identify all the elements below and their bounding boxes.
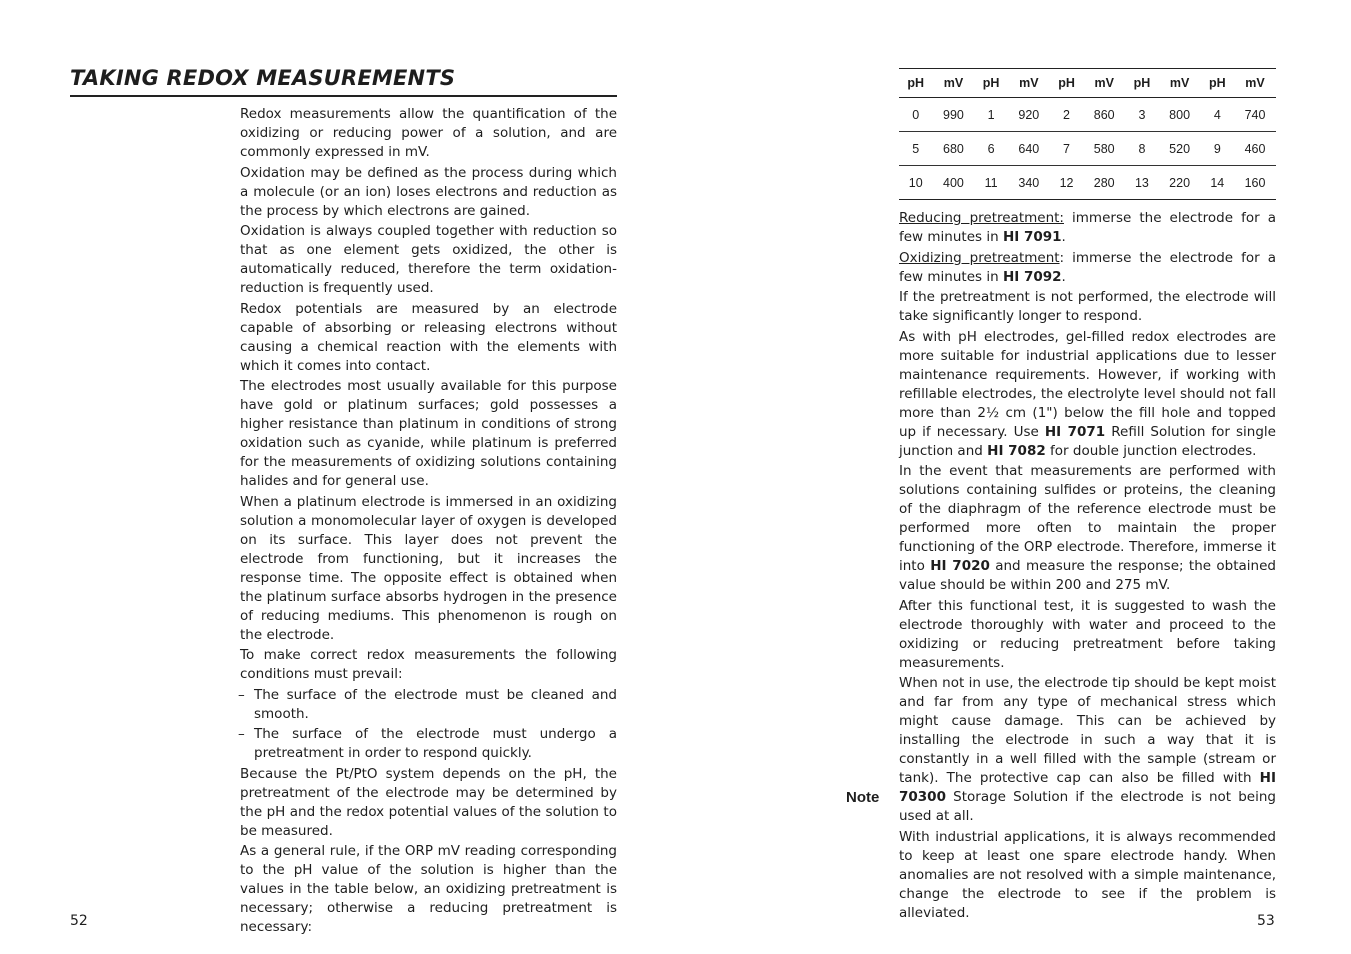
text-run: and measure the response; the obtained value should be within 200 and 275 mV. <box>899 558 1276 593</box>
table-cell: 8 <box>1125 132 1158 166</box>
bullet-item <box>240 686 617 724</box>
table-cell: 580 <box>1083 132 1125 166</box>
paragraph: After this functional test, it is suggested to wash the electrode thoroughly with water and proceed to the oxidizing or reducing pretreatment before taking measurements. <box>899 597 1276 671</box>
table-row <box>899 98 1276 132</box>
paragraph: If the pretreatment is not performed, the electrode will take significantly longer to respond. <box>899 289 1276 324</box>
product-code: HI 7020 <box>930 558 990 574</box>
table-cell: 800 <box>1159 98 1201 132</box>
table-header: pH <box>1201 69 1234 98</box>
oxidizing-label: Oxidizing pretreatment <box>899 249 1060 266</box>
product-code: HI 7071 <box>1044 423 1106 440</box>
table-header: pH <box>1050 69 1083 98</box>
table-cell: 990 <box>932 98 974 132</box>
product-code: HI 70300 <box>899 770 1276 805</box>
text-run: As with pH electrodes, gel-filled redox electrodes are more suitable for industrial applications due to lesser maintenance requirements. However, if working with refillable electrodes, the electrolyte level should not fall more than 2½ cm (1") below the fill hole and topped up if necessary. Use <box>899 328 1276 440</box>
table-cell: 640 <box>1008 132 1050 166</box>
dash-icon: – <box>238 686 245 703</box>
product-code: HI 7091 <box>1002 229 1062 245</box>
table-cell: 13 <box>1125 166 1158 200</box>
table-cell: 160 <box>1234 166 1276 200</box>
text-run: When not in use, the electrode tip should be kept moist and far from any type of mechanical stress which might cause damage. This can be achieved by installing the electrode in such a way that it is constantly in a well filled with the sample (stream or tank). The protective cap can also be filled with <box>899 675 1276 786</box>
reducing-pretreatment-paragraph: Reducing pretreatment: immerse the electrode for a few minutes in HI 7091. <box>899 210 1276 245</box>
table-header: pH <box>1125 69 1158 98</box>
table-cell: 0 <box>899 98 932 132</box>
table-cell: 3 <box>1125 98 1158 132</box>
bullet-text: The surface of the electrode must undergo a pretreatment in order to respond quickly. <box>254 726 617 761</box>
right-column <box>899 209 1276 924</box>
table-cell: 2 <box>1050 98 1083 132</box>
product-code: HI 7082 <box>987 442 1046 459</box>
table-row <box>899 166 1276 200</box>
table-cell: 280 <box>1083 166 1125 200</box>
text-run: Refill Solution for single junction and <box>899 423 1276 459</box>
table-header: mV <box>1159 69 1201 98</box>
table-cell: 340 <box>1008 166 1050 200</box>
table-cell: 14 <box>1201 166 1234 200</box>
product-code: HI 7092 <box>1002 268 1062 285</box>
paragraph: Oxidation may be defined as the process during which a molecule (or an ion) loses electrons and reduction as the process by which electrons are gained. <box>240 164 617 219</box>
text-run: : immerse the electrode for a few minutes in <box>899 249 1276 285</box>
table-cell: 220 <box>1159 166 1201 200</box>
table-cell: 7 <box>1050 132 1083 166</box>
table-cell: 12 <box>1050 166 1083 200</box>
table-cell: 10 <box>899 166 932 200</box>
paragraph: To make correct redox measurements the following conditions must prevail: <box>240 647 617 682</box>
table-cell: 6 <box>974 132 1007 166</box>
dash-icon: – <box>238 726 245 742</box>
page-number-right: 53 <box>1257 913 1275 929</box>
table-cell: 4 <box>1201 98 1234 132</box>
paragraph: Because the Pt/PtO system depends on the pH, the pretreatment of the electrode may be determined by the pH and the redox potential values of the solution to be measured. <box>240 765 617 839</box>
text-run: for double junction electrodes. <box>1045 442 1257 459</box>
table-cell: 680 <box>932 132 974 166</box>
paragraph: The electrodes most usually available for this purpose have gold or platinum surfaces; gold possesses a higher resistance than platinum in conditions of strong oxidation such as cyanide, while platinum is preferred for the measurements of oxidizing solutions containing halides and for general use. <box>240 378 617 489</box>
cleaning-paragraph <box>899 462 1276 595</box>
page-number-left: 52 <box>70 913 88 929</box>
table-cell: 740 <box>1234 98 1276 132</box>
text-run: In the event that measurements are performed with solutions containing sulfides or proteins, the cleaning of the diaphragm of the reference electrode must be performed more often to maintain the proper functioning of the ORP electrode. Therefore, immerse it into <box>899 463 1276 574</box>
table-cell: 860 <box>1083 98 1125 132</box>
paragraph: As a general rule, if the ORP mV reading corresponding to the pH value of the solution is higher than the values in the table below, an oxidizing pretreatment is necessary; otherwise a reducing pretreatment is necessary: <box>240 843 617 935</box>
table-cell: 400 <box>932 166 974 200</box>
table-header: mV <box>1083 69 1125 98</box>
paragraph: When a platinum electrode is immersed in an oxidizing solution a monomolecular layer of oxygen is developed on its surface. This layer does not prevent the electrode from functioning, but it increases the response time. The opposite effect is obtained when the platinum surface absorbs hydrogen in the presence of reducing mediums. This phenomenon is rough on the electrode. <box>240 493 617 643</box>
page-title: TAKING REDOX MEASUREMENTS <box>70 66 456 90</box>
paragraph: Redox potentials are measured by an electrode capable of absorbing or releasing electrons without causing a chemical reaction with the elements with which it comes into contact. <box>240 300 617 374</box>
text-run: immerse the electrode for a few minutes in <box>899 210 1276 245</box>
paragraph: Redox measurements allow the quantification of the oxidizing or reducing power of a solution, and are commonly expressed in mV. <box>240 106 617 160</box>
table-header: mV <box>932 69 974 98</box>
table-header: pH <box>974 69 1007 98</box>
table-cell: 11 <box>974 166 1007 200</box>
table-cell: 920 <box>1008 98 1050 132</box>
table-cell: 5 <box>899 132 932 166</box>
note-label: Note <box>846 789 880 806</box>
oxidizing-pretreatment-paragraph: Oxidizing pretreatment: immerse the electrode for a few minutes in HI 7092. <box>899 249 1276 285</box>
table-cell: 9 <box>1201 132 1234 166</box>
bullet-item <box>240 725 617 763</box>
reducing-label: Reducing pretreatment: <box>899 210 1064 226</box>
paragraph: Oxidation is always coupled together with reduction so that as one element gets oxidized, the other is automatically reduced, therefore the term oxidation-reduction is frequently used. <box>240 223 617 296</box>
table-header: pH <box>899 69 932 98</box>
storage-paragraph <box>899 674 1276 826</box>
bullet-text: The surface of the electrode must be cleaned and smooth. <box>254 686 617 722</box>
ph-mv-table <box>899 68 1276 200</box>
table-cell: 460 <box>1234 132 1276 166</box>
title-rule <box>70 95 617 97</box>
gel-electrodes-paragraph <box>899 328 1276 461</box>
left-column <box>240 105 617 939</box>
table-row <box>899 132 1276 166</box>
table-cell: 1 <box>974 98 1007 132</box>
table-header: mV <box>1008 69 1050 98</box>
text-run: Storage Solution if the electrode is not being used at all. <box>899 789 1276 824</box>
table-header-row <box>899 69 1276 98</box>
table-header: mV <box>1234 69 1276 98</box>
note-paragraph: With industrial applications, it is always recommended to keep at least one spare electrode handy. When anomalies are not resolved with a simple maintenance, change the electrode to see if the problem is alleviated. <box>899 828 1276 921</box>
table-cell: 520 <box>1159 132 1201 166</box>
